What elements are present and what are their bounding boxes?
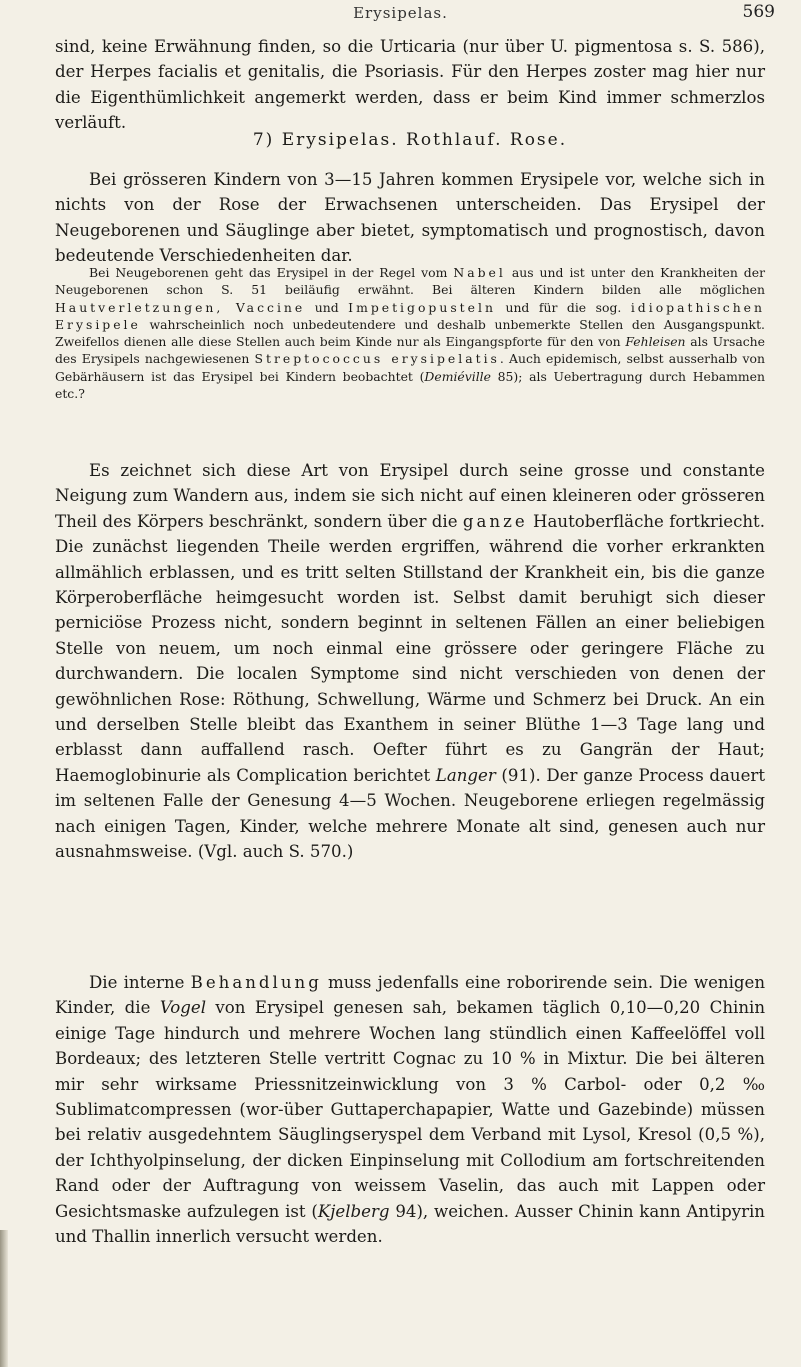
author-name: Kjelberg xyxy=(317,1201,390,1221)
spaced-term: ganze xyxy=(462,511,528,531)
author-name: Vogel xyxy=(159,998,207,1018)
note-author-name: Fehleisen xyxy=(625,334,686,350)
note-text: und für die sog. xyxy=(495,299,631,315)
paragraph-3 xyxy=(55,970,765,1249)
paragraph-1-block xyxy=(55,167,765,269)
paragraph-text: Es zeichnet sich diese Art von Erysipel durch seine grosse und constante Neigung zum Wandern aus, indem sie sich nicht auf einen kleineren oder grösseren Theil des Körpers beschränkt, sondern über die xyxy=(55,461,765,531)
paragraph-2 xyxy=(55,458,765,865)
note-text: . Auch epidemisch, selbst ausserhalb von Gebärhäusern ist das Erysipel bei Kindern beobachtet ( xyxy=(55,351,765,384)
running-title: Erysipelas. xyxy=(353,4,448,22)
page-edge-shadow xyxy=(0,1230,8,1367)
note-text: Bei Neugeborenen geht das Erysipel in der Regel vom xyxy=(89,265,454,280)
paragraph-3-block xyxy=(55,970,765,1249)
spaced-term: Behandlung xyxy=(190,973,322,992)
paragraph-text: Die interne xyxy=(89,973,191,992)
note-spaced-term: Streptococcus erysipelatis xyxy=(254,351,500,367)
note-text: aus und ist unter den Krankheiten der Neugeborenen schon S. 51 beiläufig erwähnt. Bei älteren Kindern bilden alle möglichen xyxy=(55,265,765,298)
note-text: wahrscheinlich noch unbedeutendere und deshalb unbemerkte Stellen den Ausgangspunkt. Zweifellos dienen alle diese Stellen auch beim Kinde nur als Eingangspforte für den von xyxy=(55,316,765,350)
section-heading: 7) Erysipelas. Rothlauf. Rose. xyxy=(252,130,568,150)
note-author-name: Demiéville xyxy=(424,368,491,384)
paragraph-text: Hautoberfläche fortkriecht. Die zunächst liegenden Theile werden ergriffen, während die vorher erkrankten allmählich erblassen, und es tritt selten Stillstand der Krankheit ein, bis die ganze Körperoberfläche heimgesucht worden ist. Selbst damit beruhigt sich dieser perniciöse Prozess nicht, sondern beginnt in seltenen Fällen an einer beliebigen Stelle von neuem, um noch einmal eine grössere oder geringere Fläche zu durchwandern. Die localen Symptome sind nicht verschieden von denen der gewöhnlichen Rose: Röthung, Schwellung, Wärme und Schmerz bei Druck. An ein und derselben Stelle bleibt das Exanthem in seiner Blüthe 1—3 Tage lang und erblasst dann auffallend rasch. Oefter führt es zu Gangrän der Haut; Haemoglobinurie als Complication berichtet xyxy=(55,511,765,785)
note-spaced-term: idiopathischen Erysipele xyxy=(55,299,765,332)
note-text: und xyxy=(305,299,349,315)
section-heading-block xyxy=(55,127,765,153)
note-text: als Ursache des Erysipels nachgewiesenen xyxy=(55,334,765,367)
paragraph-text: (91). Der ganze Process dauert im seltenen Falle der Genesung 4—5 Wochen. Neugeborene erliegen regelmässig nach einigen Tagen, Kinder, welche mehrere Monate alt sind, genesen auch nur ausnahmsweise. (Vgl. auch S. 570.) xyxy=(55,765,766,862)
note-text: 85); als Uebertragung durch Hebammen etc.? xyxy=(55,368,765,402)
note-spaced-term: Hautverletzungen, Vaccine xyxy=(55,299,306,315)
page-number: 569 xyxy=(742,2,775,22)
note-spaced-term: Nabel xyxy=(453,265,506,280)
note-spaced-term: Impetigopusteln xyxy=(348,299,496,315)
intro-paragraph xyxy=(55,34,765,136)
paragraph-text: 94), weichen. Ausser Chinin kann Antipyrin und Thallin innerlich versucht werden. xyxy=(55,1201,765,1247)
paragraph-text: muss jedenfalls eine roborirende sein. Die wenigen Kinder, die xyxy=(55,973,766,1018)
paragraph-text: von Erysipel genesen sah, bekamen täglich 0,10—0,20 Chinin einige Tage hindurch und mehrere Wochen lang stündlich einen Kaffeelöffel voll Bordeaux; des letzteren Stelle vertritt Cognac zu 10 % in Mixtur. Die bei älteren mir sehr wirksame Priessnitzeinwicklung von 3 % Carbol- oder 0,2 ‰ Sublimatcompressen (wor-über Guttaperchapapier, Watte und Gazebinde) müssen bei relativ ausgedehntem Säuglingseryspel dem Verband mit Lysol, Kresol (0,5 %), der Ichthyolpinselung, der dicken Einpinselung mit Collodium am fortschreitenden Rand oder der Auftragung von weissem Vaselin, das auch mit Lappen oder Gesichtsmaske aufzulegen ist ( xyxy=(55,998,766,1221)
intro-text: sind, keine Erwähnung finden, so die Urticaria (nur über U. pigmentosa s. S. 586), der Herpes facialis et genitalis, die Psoriasis. Für den Herpes zoster mag hier nur die Eigenthümlichkeit angemerkt werden, dass er beim Kind immer schmerzlos verläuft. xyxy=(55,37,765,133)
small-print-note xyxy=(55,264,765,402)
paragraph-1: Bei grösseren Kindern von 3—15 Jahren kommen Erysipele vor, welche sich in nichts von der Rose der Erwachsenen unterscheiden. Das Erysipel der Neugeborenen und Säuglinge aber bietet, symptomatisch und prognostisch, davon bedeutende Verschiedenheiten dar. xyxy=(55,170,765,266)
author-name: Langer xyxy=(435,765,496,785)
paragraph-2-block xyxy=(55,458,765,865)
small-print-block xyxy=(55,264,765,402)
